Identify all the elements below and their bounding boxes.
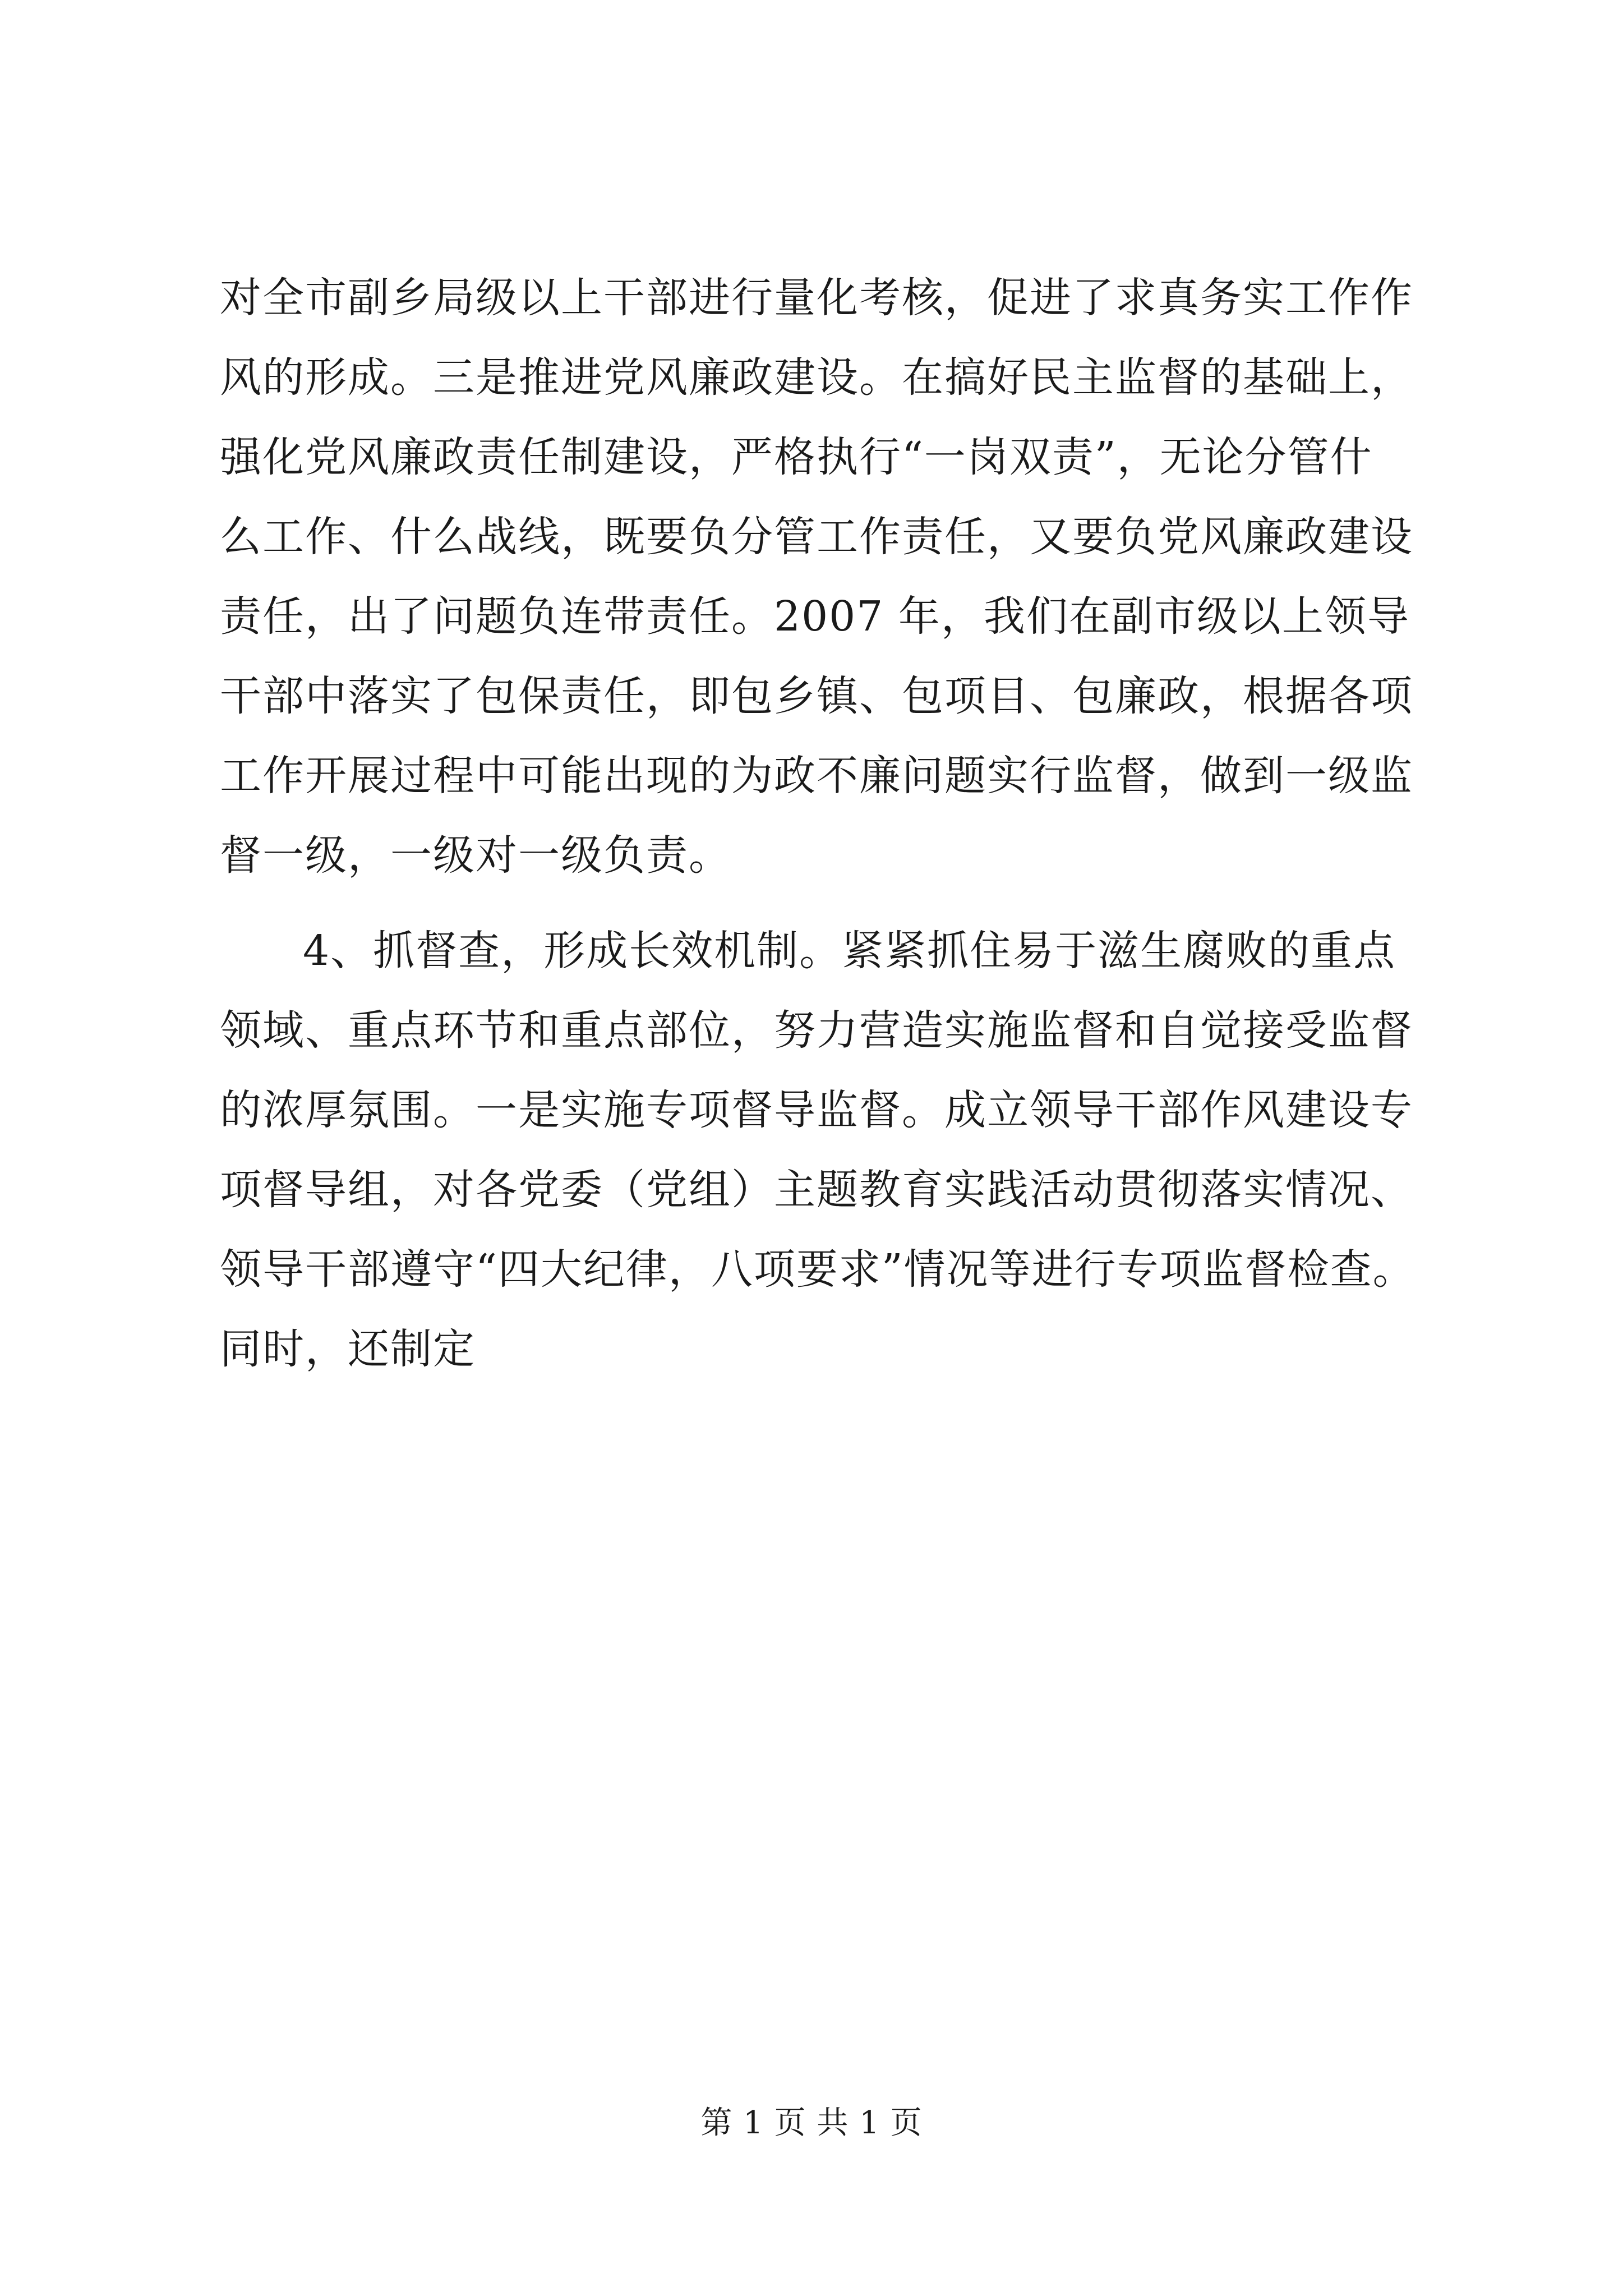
text-line: 领域、重点环节和重点部位，努力营造实施监督和自觉接受监督 — [220, 1006, 1413, 1055]
page-footer: 第 1 页 共 1 页 — [700, 2105, 923, 2141]
text-line: 项督导组，对各党委（党组）主题教育实践活动贯彻落实情况、 — [220, 1166, 1413, 1214]
text-line: 对全市副乡局级以上干部进行量化考核，促进了求真务实工作作 — [220, 274, 1413, 322]
text-line: 同时，还制定 — [220, 1325, 476, 1373]
text-line: 强化党风廉政责任制建设，严格执行“一岗双责”，无论分管什 — [220, 433, 1373, 481]
text-line: 督一级，一级对一级负责。 — [220, 831, 731, 880]
text-line: 4、抓督查，形成长效机制。紧紧抓住易于滋生腐败的重点 — [303, 927, 1396, 975]
text-line: 责任，出了问题负连带责任。2007 年，我们在副市级以上领导 — [220, 592, 1410, 641]
text-line: 领导干部遵守“四大纪律，八项要求”情况等进行专项监督检查。 — [220, 1245, 1415, 1294]
text-line: 风的形成。三是推进党风廉政建设。在搞好民主监督的基础上， — [220, 353, 1413, 402]
paragraph-2 — [220, 911, 1426, 1389]
text-line: 工作开展过程中可能出现的为政不廉问题实行监督，做到一级监 — [220, 752, 1413, 800]
text-line: 的浓厚氛围。一是实施专项督导监督。成立领导干部作风建设专 — [220, 1086, 1413, 1134]
paragraph-1 — [220, 258, 1426, 895]
text-line: 么工作、什么战线，既要负分管工作责任，又要负党风廉政建设 — [220, 513, 1413, 561]
document-body — [220, 258, 1426, 1389]
text-line: 干部中落实了包保责任，即包乡镇、包项目、包廉政，根据各项 — [220, 672, 1413, 720]
